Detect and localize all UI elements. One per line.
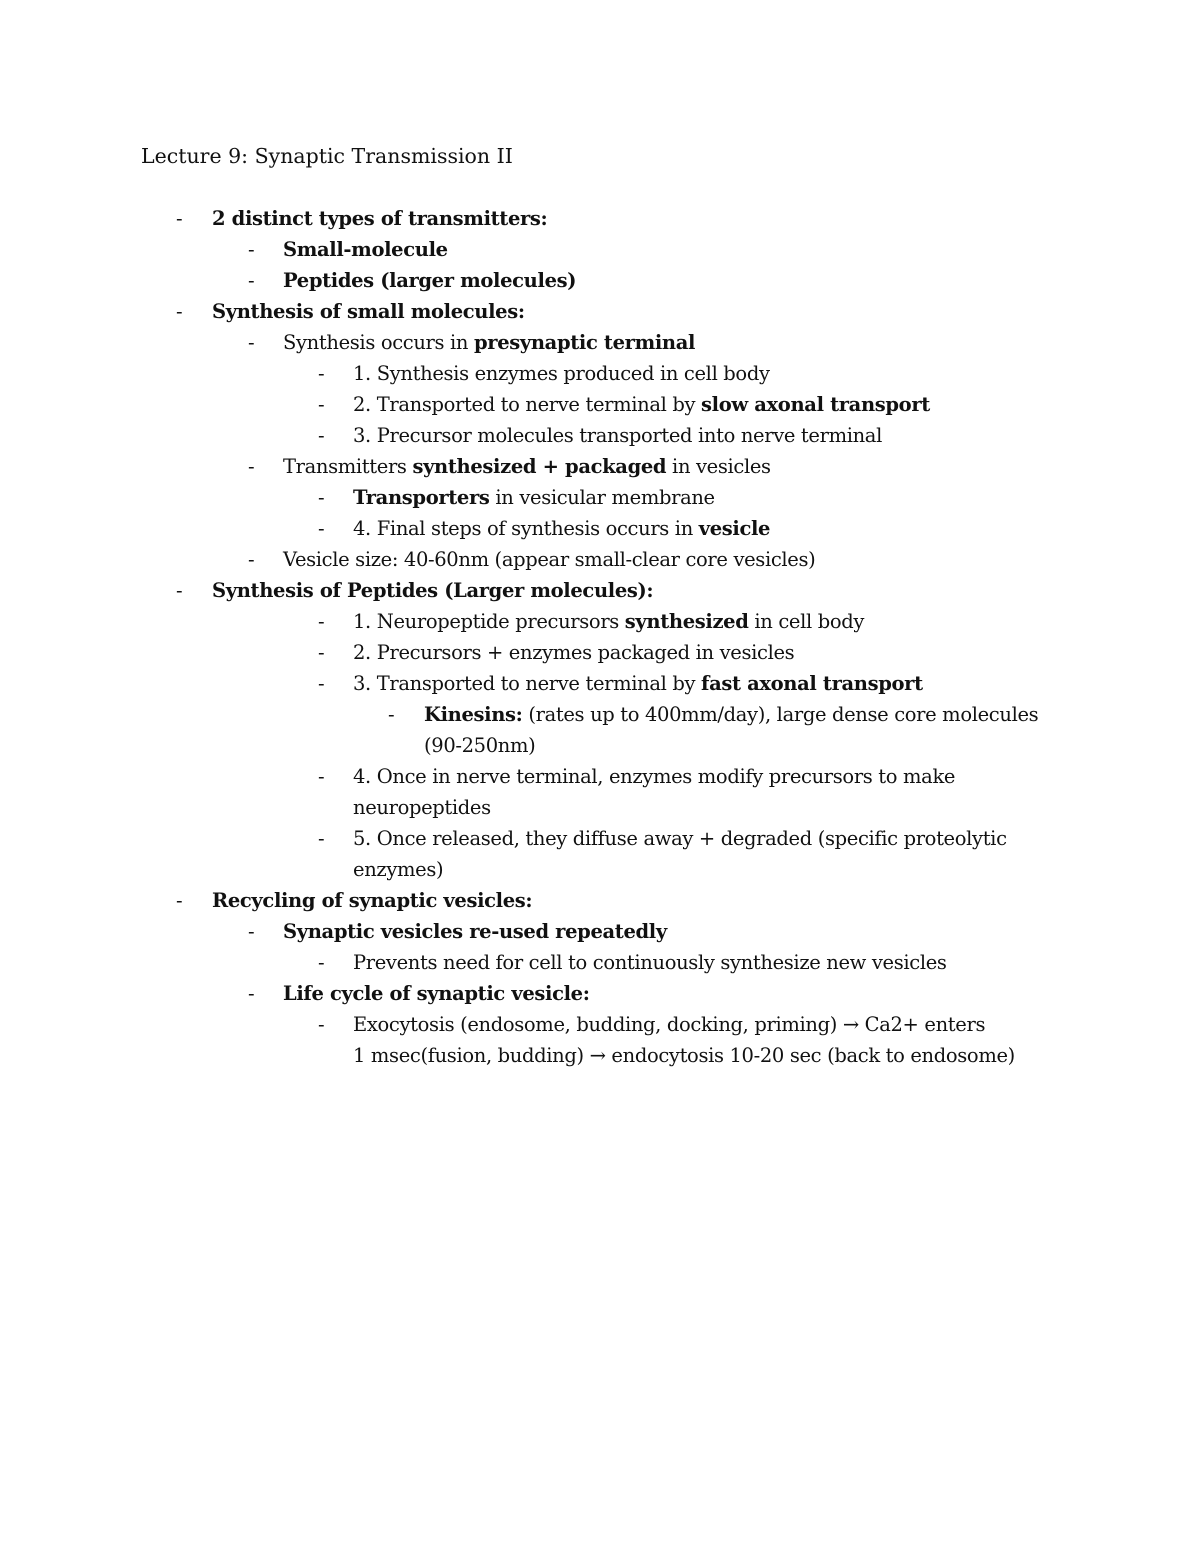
bullet-dash: - — [248, 331, 255, 354]
outline-item-level-2 — [283, 265, 576, 296]
bullet-dash: - — [248, 982, 255, 1005]
outline-item-level-3 — [353, 420, 882, 451]
bullet-dash: - — [318, 517, 325, 540]
outline-item-level-3 — [353, 1009, 985, 1040]
bullet-dash: - — [318, 672, 325, 695]
text-run: 1 msec(fusion, budding) → endocytosis 10-20 sec (back to endosome) — [353, 1044, 1015, 1067]
bullet-dash: - — [318, 393, 325, 416]
bullet-dash: - — [248, 920, 255, 943]
text-run: 3. Precursor molecules transported into nerve terminal — [353, 424, 882, 447]
outline-item-level-2 — [283, 978, 590, 1009]
text-run: neuropeptides — [353, 796, 491, 819]
document-title: Lecture 9: Synaptic Transmission II — [141, 144, 513, 168]
text-run: Exocytosis (endosome, budding, docking, priming) → Ca2+ enters — [353, 1013, 986, 1036]
bold-text: synthesized + packaged — [412, 455, 667, 478]
text-run: 2. Transported to nerve terminal by — [353, 393, 702, 416]
bullet-dash: - — [388, 703, 395, 726]
text-run: enzymes) — [353, 858, 444, 881]
text-run: (rates up to 400mm/day), large dense core molecules — [522, 703, 1039, 726]
text-run: 1. Neuropeptide precursors — [353, 610, 625, 633]
bullet-dash: - — [176, 300, 183, 323]
bold-text: fast axonal transport — [701, 672, 923, 695]
outline-item-level-2 — [283, 327, 695, 358]
text-run: in cell body — [748, 610, 865, 633]
outline-item-level-3 — [353, 668, 923, 699]
bold-text: Small-molecule — [283, 238, 448, 261]
bullet-dash: - — [176, 579, 183, 602]
outline-item-level-3 — [353, 606, 864, 637]
text-run: Prevents need for cell to continuously synthesize new vesicles — [353, 951, 947, 974]
bold-text: Kinesins: — [424, 703, 523, 726]
bullet-dash: - — [318, 1013, 325, 1036]
bold-text: vesicle — [698, 517, 771, 540]
outline-item-level-1 — [212, 203, 547, 234]
outline-item-level-3 — [353, 482, 715, 513]
bold-text: Transporters — [353, 486, 490, 509]
bold-text: Synthesis of small molecules: — [212, 300, 525, 323]
bullet-dash: - — [318, 827, 325, 850]
bullet-dash: - — [318, 424, 325, 447]
bold-text: 2 distinct types of transmitters: — [212, 207, 548, 230]
text-run: (90-250nm) — [424, 734, 536, 757]
text-run: 4. Once in nerve terminal, enzymes modify precursors to make — [353, 765, 956, 788]
outline-item-level-3 — [353, 947, 947, 978]
bullet-dash: - — [318, 610, 325, 633]
outline-item-level-1 — [212, 296, 525, 327]
bullet-dash: - — [318, 765, 325, 788]
bold-text: Synaptic vesicles re-used repeatedly — [283, 920, 667, 943]
text-run: 4. Final steps of synthesis occurs in — [353, 517, 699, 540]
bullet-dash: - — [176, 889, 183, 912]
bullet-dash: - — [318, 486, 325, 509]
outline-item-level-3 — [353, 854, 443, 885]
bullet-dash: - — [318, 641, 325, 664]
outline-item-level-1 — [212, 885, 532, 916]
outline-item-level-2 — [283, 544, 815, 575]
text-run: Synthesis occurs in — [283, 331, 474, 354]
bold-text: Synthesis of Peptides (Larger molecules): — [212, 579, 654, 602]
outline-item-level-4 — [424, 699, 1038, 730]
outline-item-level-3 — [353, 1040, 1015, 1071]
text-run: Vesicle size: 40-60nm (appear small-clear core vesicles) — [283, 548, 816, 571]
outline-item-level-3 — [353, 389, 930, 420]
outline-item-level-3 — [353, 637, 794, 668]
text-run: in vesicular membrane — [489, 486, 715, 509]
bullet-dash: - — [248, 548, 255, 571]
outline-item-level-3 — [353, 358, 770, 389]
bullet-dash: - — [176, 207, 183, 230]
outline-item-level-4 — [424, 730, 535, 761]
bold-text: slow axonal transport — [701, 393, 930, 416]
outline-item-level-3 — [353, 761, 955, 792]
text-run: 3. Transported to nerve terminal by — [353, 672, 702, 695]
bold-text: presynaptic terminal — [473, 331, 696, 354]
text-run: 1. Synthesis enzymes produced in cell body — [353, 362, 770, 385]
bullet-dash: - — [318, 951, 325, 974]
text-run: in vesicles — [666, 455, 771, 478]
outline-item-level-3 — [353, 792, 491, 823]
outline-item-level-2 — [283, 234, 448, 265]
bold-text: Recycling of synaptic vesicles: — [212, 889, 533, 912]
bullet-dash: - — [248, 269, 255, 292]
outline-item-level-2 — [283, 916, 667, 947]
outline-item-level-3 — [353, 823, 1007, 854]
bullet-dash: - — [248, 238, 255, 261]
text-run: 2. Precursors + enzymes packaged in vesicles — [353, 641, 795, 664]
bold-text: synthesized — [624, 610, 749, 633]
outline-item-level-2 — [283, 451, 771, 482]
text-run: Transmitters — [283, 455, 413, 478]
text-run: 5. Once released, they diffuse away + degraded (specific proteolytic — [353, 827, 1007, 850]
bullet-dash: - — [318, 362, 325, 385]
bullet-dash: - — [248, 455, 255, 478]
outline-item-level-3 — [353, 513, 770, 544]
outline-item-level-1 — [212, 575, 653, 606]
bold-text: Life cycle of synaptic vesicle: — [283, 982, 590, 1005]
bold-text: Peptides (larger molecules) — [283, 269, 577, 292]
